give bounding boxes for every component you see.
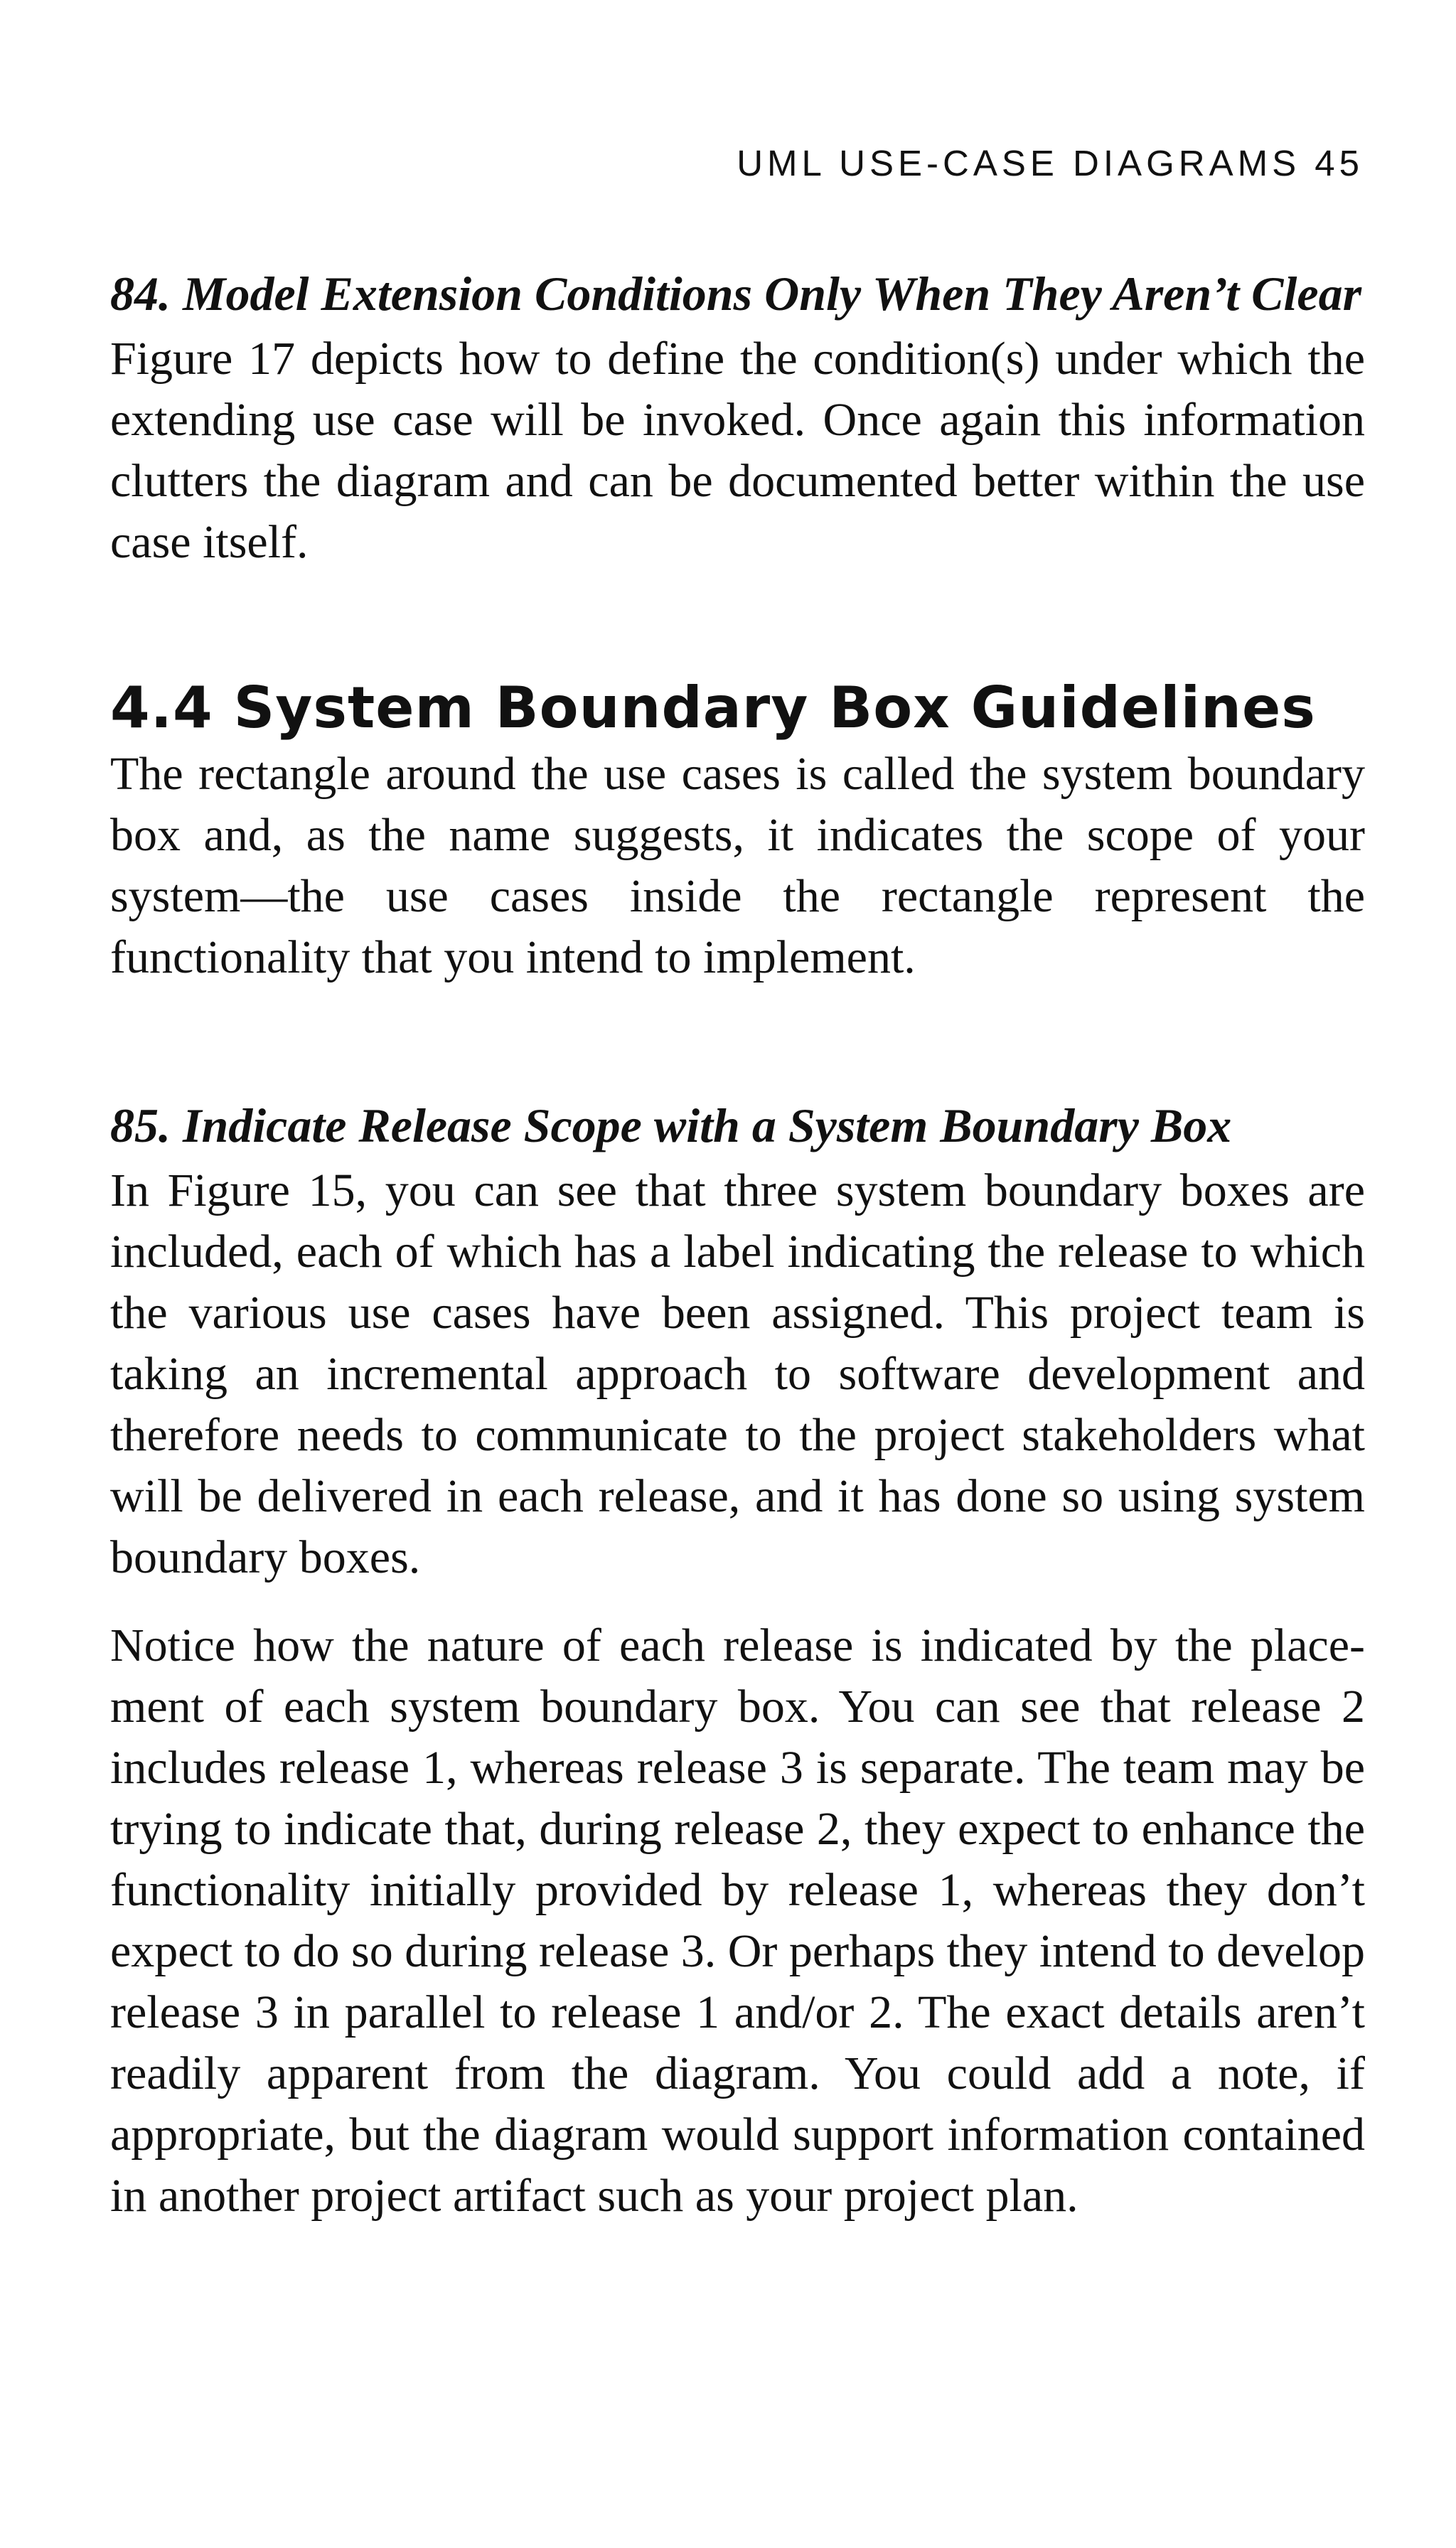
section-4-4-body: The rectangle around the use cases is called the system boundary box and, as the name suggests, it indicates the scope of your system—the use cases inside the rectangle represent the functionality that you intend to implement. <box>110 748 1365 983</box>
guideline-84-title: 84. Model Extension Conditions Only When They Aren’t Clear <box>110 267 1362 321</box>
running-head: UML USE-CASE DIAGRAMS 45 <box>737 143 1364 183</box>
guideline-84-body: Figure 17 depicts how to define the condition(s) under which the extending use case will be invoked. Once again this information clutters the diagram and can be documented better within the use case itself. <box>110 333 1365 568</box>
guideline-85-paragraph-1: In Figure 15, you can see that three system boundary boxes are included, each of which has a label indicating the release to which the various use cases have been assigned. This project team is taking an incremental approach to software development and therefore needs to communicate to the project stakeholders what will be delivered in each release, and it has done so using system boundary boxes. <box>110 1165 1365 1583</box>
section-4-4-heading: 4.4 System Boundary Box Guidelines <box>110 675 1316 741</box>
page-content <box>110 263 1365 2227</box>
guideline-85-paragraph-2: Notice how the nature of each release is indicated by the placement of each system boundary box. You can see that release 2 includes release 1, whereas release 3 is separate. The team may be trying to indicate that, during release 2, they expect to enhance the functionality initially provided by release 1, whereas they don’t expect to do so during release 3. Or perhaps they intend to develop release 3 in parallel to release 1 and/or 2. The exact details aren’t readily apparent from the diagram. You could add a note, if appropriate, but the diagram would support information contained in another project artifact such as your project plan. <box>110 1620 1365 2222</box>
guideline-85-title: 85. Indicate Release Scope with a System Boundary Box <box>110 1098 1232 1152</box>
